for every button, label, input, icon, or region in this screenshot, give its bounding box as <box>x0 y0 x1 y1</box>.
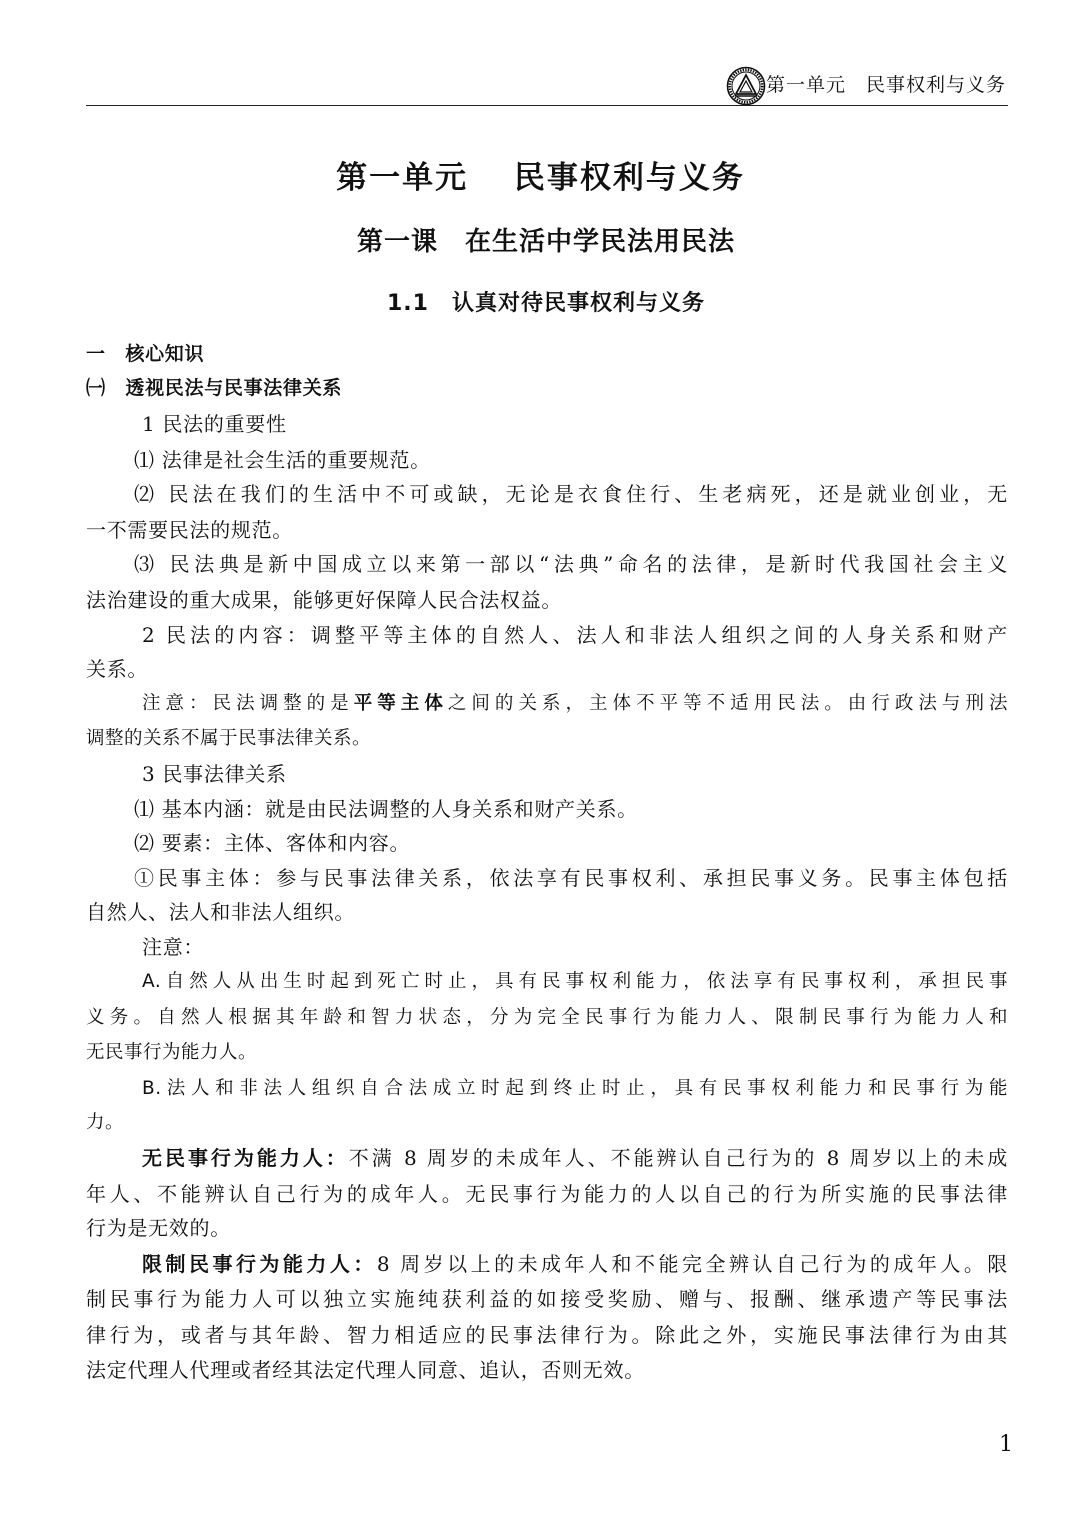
point-3-1: ⑴ 基本内涵：就是由民法调整的人身关系和财产关系。 <box>134 797 638 821</box>
note-1-text-cont: 之间的关系，主体不平等不适用民法。由行政法与刑法 <box>447 693 1008 714</box>
point-1-2-line2: 一不需要民法的规范。 <box>86 518 293 542</box>
no-capacity-line3: 行为是无效的。 <box>86 1216 231 1240</box>
note-1-line1 <box>142 690 1008 718</box>
point-1-1: ⑴ 法律是社会生活的重要规范。 <box>134 448 431 472</box>
unit-title: 第一单元 民事权利与义务 <box>336 160 745 196</box>
limited-capacity-term: 限制民事行为能力人： <box>142 1252 377 1276</box>
heading-core-knowledge: 一 核心知识 <box>86 343 205 365</box>
page-number: 1 <box>999 1432 1013 1457</box>
point-3-3-line2: 自然人、法人和非法人组织。 <box>86 900 356 924</box>
limited-capacity-line2: 制民事行为能力人可以独立实施纯获利益的如接受奖励、赠与、报酬、继承遗产等民事法 <box>86 1287 1008 1311</box>
limited-capacity-line4: 法定代理人代理或者经其法定代理人同意、追认，否则无效。 <box>86 1358 645 1382</box>
section-title: 1.1 认真对待民事权利与义务 <box>387 291 705 316</box>
header-divider <box>86 105 1008 106</box>
note-b-line2: 力。 <box>86 1112 125 1133</box>
note-1-line2: 调整的关系不属于民事法律关系。 <box>86 728 372 749</box>
point-1-2-line1: ⑵ 民法在我们的生活中不可或缺，无论是衣食住行、生老病死，还是就业创业，无 <box>134 482 1008 506</box>
no-capacity-line2: 年人、不能辨认自己行为的成年人。无民事行为能力的人以自己的行为所实施的民事法律 <box>86 1182 1008 1206</box>
limited-capacity-line1 <box>142 1250 1008 1278</box>
no-capacity-term: 无民事行为能力人： <box>142 1146 349 1170</box>
no-capacity-def: 不满 8 周岁的未成年人、不能辨认自己行为的 8 周岁以上的未成 <box>348 1146 1008 1170</box>
limited-capacity-line3: 律行为，或者与其年龄、智力相适应的民事法律行为。除此之外，实施民事法律行为由其 <box>86 1323 1008 1347</box>
limited-capacity-def: 8 周岁以上的未成年人和不能完全辨认自己行为的成年人。限 <box>376 1252 1009 1276</box>
point-2-line2: 关系。 <box>86 657 149 681</box>
no-capacity-line1 <box>142 1144 1008 1172</box>
running-header: 第一单元 民事权利与义务 <box>765 74 1006 96</box>
point-1-3-line1: ⑶ 民法典是新中国成立以来第一部以“法典”命名的法律，是新时代我国社会主义 <box>134 552 1008 576</box>
point-3-2: ⑵ 要素：主体、客体和内容。 <box>134 831 411 855</box>
heading-subsection-1: ㈠ 透视民法与民事法律关系 <box>86 377 343 399</box>
lesson-title: 第一课 在生活中学民法用民法 <box>356 227 735 257</box>
note-2-label: 注意： <box>142 935 205 959</box>
point-3-3-line1: ①民事主体：参与民事法律关系，依法享有民事权利、承担民事义务。民事主体包括 <box>134 866 1008 890</box>
note-a-line3: 无民事行为能力人。 <box>86 1042 258 1063</box>
point-1-3-line2: 法治建设的重大成果，能够更好保障人民合法权益。 <box>86 588 563 612</box>
point-2-line1: 2 民法的内容：调整平等主体的自然人、法人和非法人组织之间的人身关系和财产 <box>142 623 1008 647</box>
point-3-title: 3 民事法律关系 <box>142 762 287 786</box>
note-a-line2: 义务。自然人根据其年龄和智力状态，分为完全民事行为能力人、限制民事行为能力人和 <box>86 1007 1008 1028</box>
note-1-text: 注意：民法调整的是 <box>142 693 354 714</box>
note-a-line1: A.自然人从出生时起到死亡时止，具有民事权利能力，依法享有民事权利，承担民事 <box>142 971 1008 992</box>
point-1-title: 1 民法的重要性 <box>142 412 287 436</box>
note-1-emphasis: 平等主体 <box>353 693 448 714</box>
publisher-seal-icon <box>726 66 766 106</box>
note-b-line1: B.法人和非法人组织自合法成立时起到终止时止，具有民事权利能力和民事行为能 <box>142 1078 1008 1099</box>
